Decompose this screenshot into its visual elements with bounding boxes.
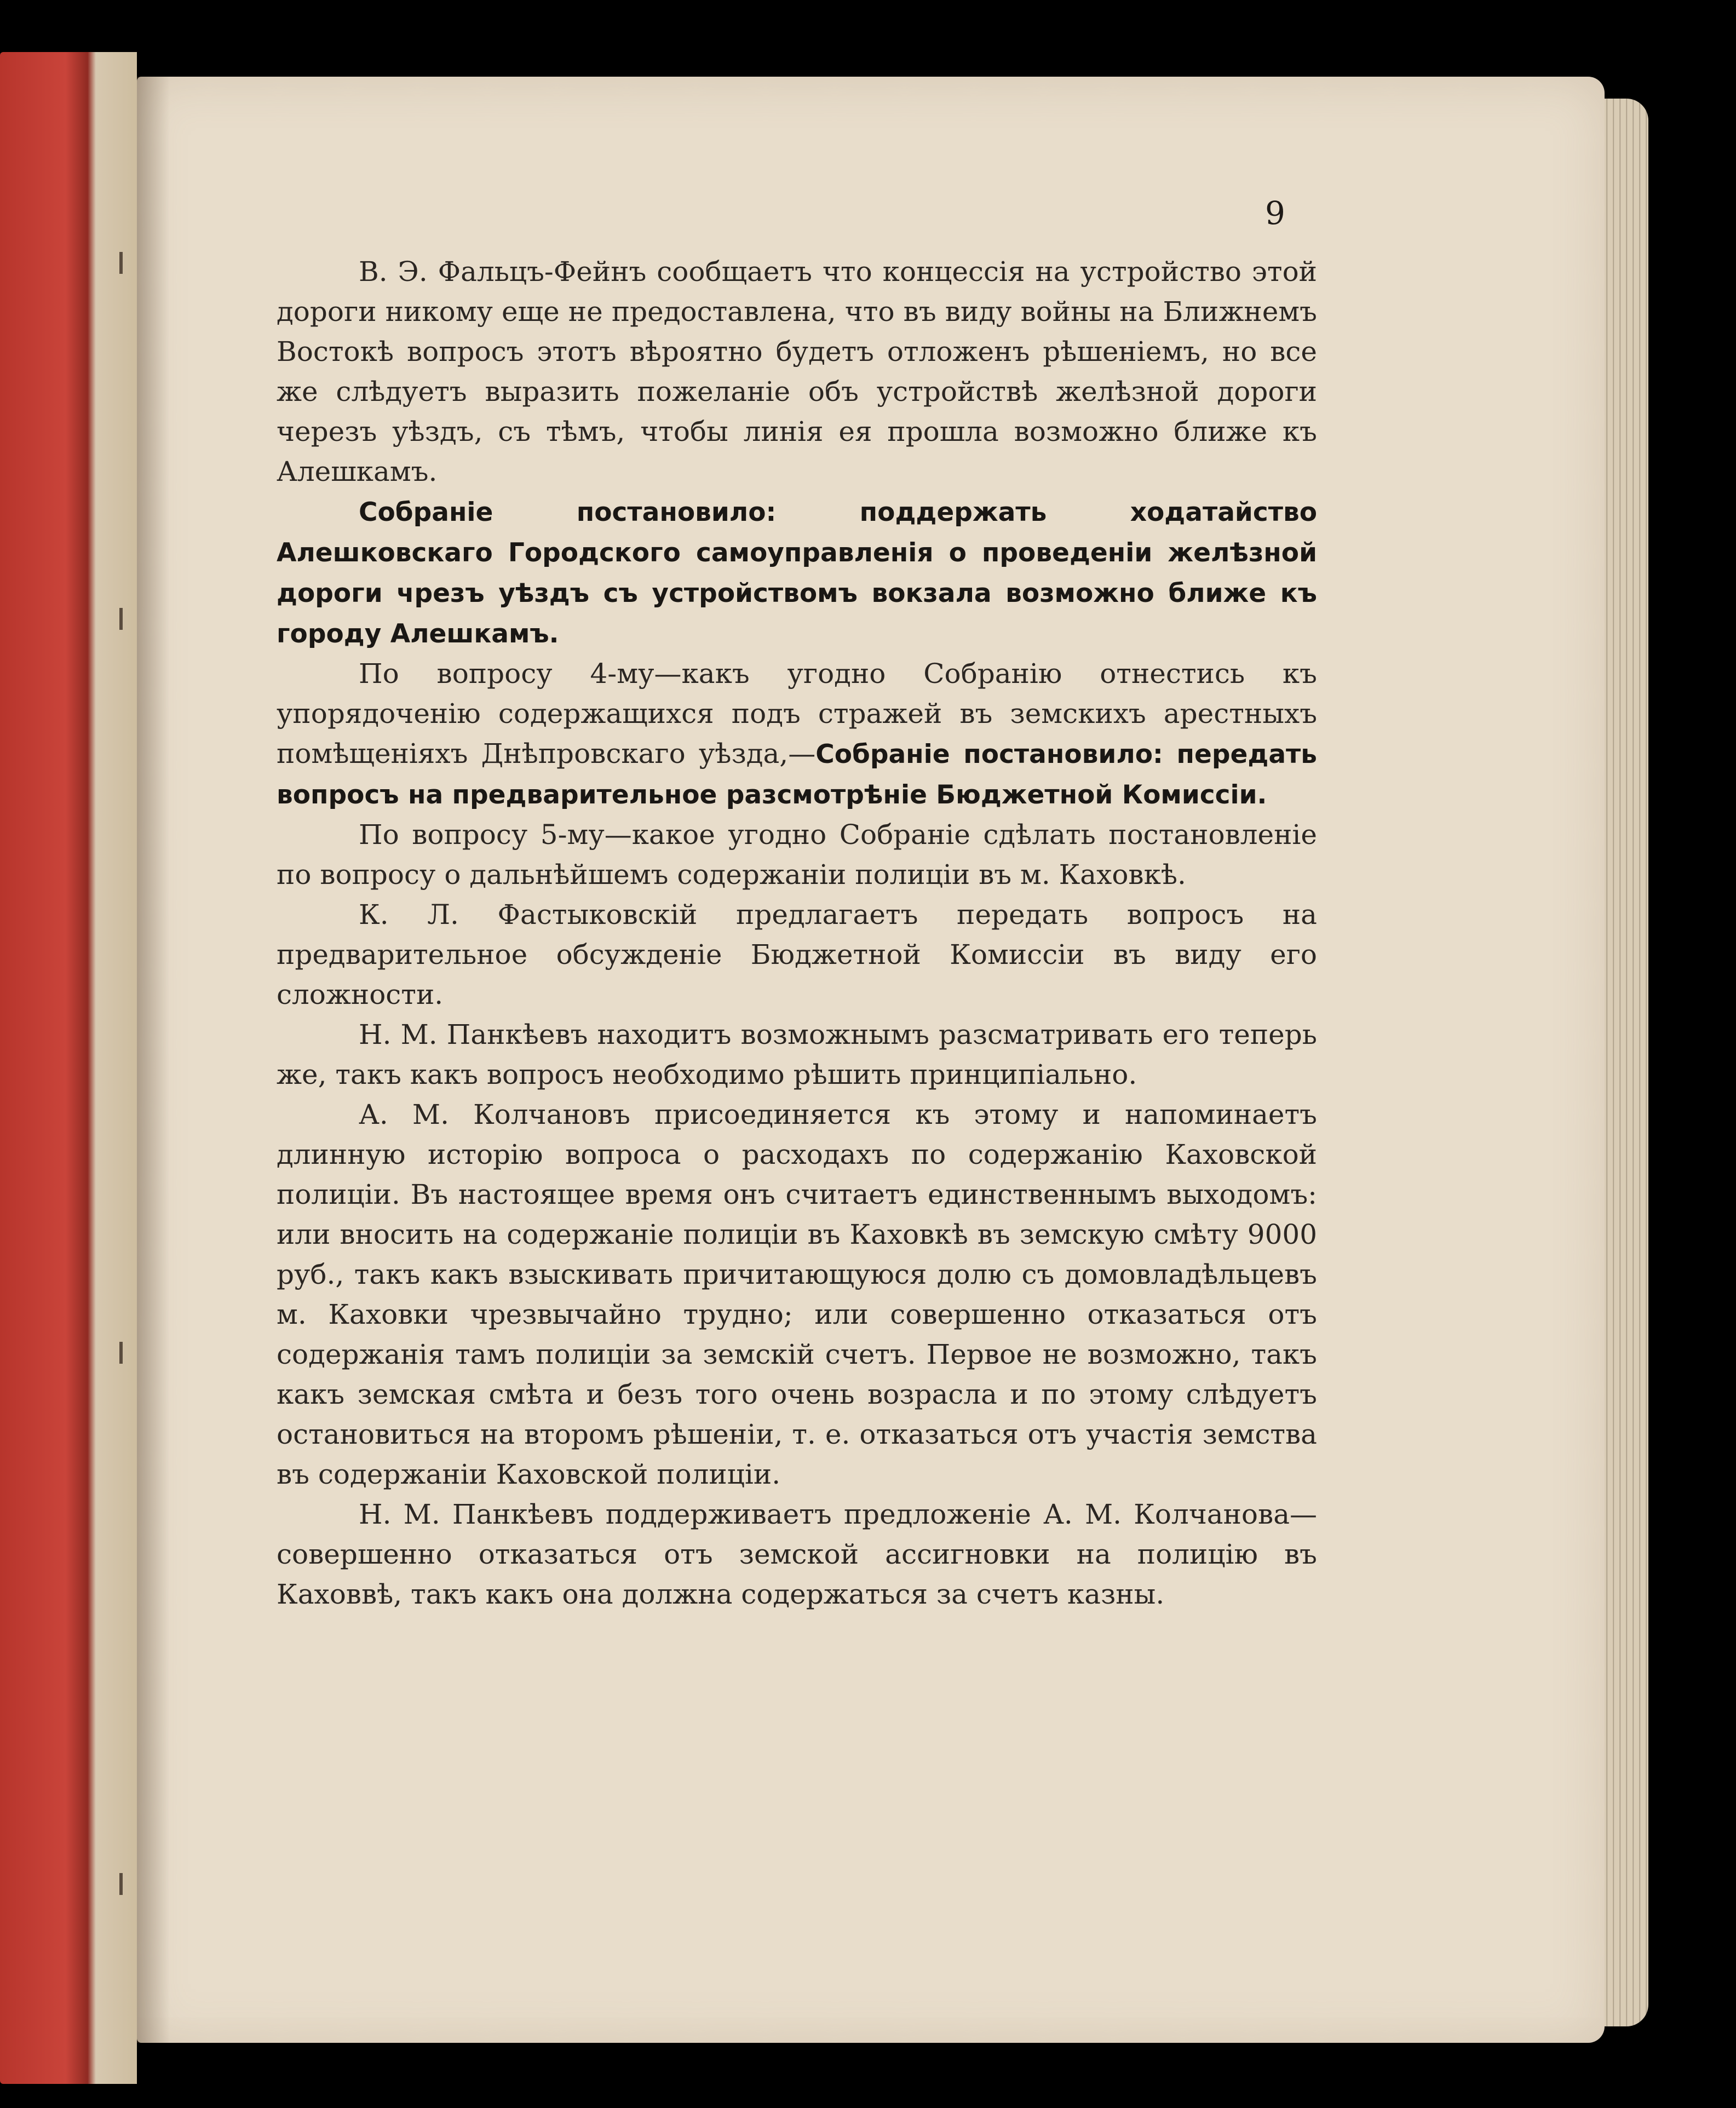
paragraph [277,815,1317,895]
paragraph [277,895,1317,1015]
document-body [277,252,1317,1615]
paragraph [277,654,1317,815]
paragraph [277,492,1317,654]
left-page-edge [0,52,137,2084]
binding-thread [119,1342,123,1364]
resolution-text: Собраніе постановило: передать вопросъ на предварительное разсмотрѣніе Бюджетной Комиссіи. [277,739,1317,810]
paragraph [277,1495,1317,1615]
paragraph [277,252,1317,492]
paragraph-text: А. М. Колчановъ присоединяется къ этому и напоминаетъ длинную исторію вопроса о расходахъ по содержанію Каховской полиціи. Въ настоящее время онъ считаетъ единственнымъ выходомъ: или вносить на содержаніе полиціи въ Каховкѣ въ земскую смѣту 9000 руб., такъ какъ взыскивать причитающуюся долю съ домовладѣльцевъ м. Каховки чрезвычайно трудно; или совершенно отказаться отъ содержанія тамъ полиціи за земскій счетъ. Первое не возможно, такъ какъ земская смѣта и безъ того очень возрасла и по этому слѣдуетъ остановиться на второмъ рѣшеніи, т. е. отказаться отъ участія земства въ содержаніи Каховской полиціи. [277,1099,1317,1490]
binding-thread [119,1873,123,1895]
paragraph-text: В. Э. Фальцъ-Фейнъ сообщаетъ что концессія на устройство этой дороги никому еще не предоставлена, что въ виду войны на Ближнемъ Востокѣ вопросъ этотъ вѣроятно будетъ отложенъ рѣшеніемъ, но все же слѣдуетъ выразить пожеланіе объ устройствѣ желѣзной дороги черезъ уѣздъ, съ тѣмъ, чтобы линія ея прошла возможно ближе къ Алешкамъ. [277,256,1317,487]
binding-thread [119,608,123,630]
paragraph [277,1015,1317,1095]
paragraph-text: Н. М. Панкѣевъ поддерживаетъ предложеніе А. М. Колчанова—совершенно отказаться отъ земской ассигновки на полицію въ Каховвѣ, такъ какъ она должна содержаться за счетъ казны. [277,1498,1317,1610]
paragraph-text: По вопросу 4-му—какъ угодно Собранію отнестись къ упорядоченію содержащихся подъ стражей въ земскихъ арестныхъ помѣщеніяхъ Днѣпровскаго уѣзда,— [277,658,1317,769]
paragraph [277,1095,1317,1495]
paragraph-text: К. Л. Фастыковскій предлагаетъ передать вопросъ на предварительное обсужденіе Бюджетной Комиссіи въ виду его сложности. [277,899,1317,1010]
page-gutter [137,77,170,2043]
paragraph-text: Н. М. Панкѣевъ находитъ возможнымъ разсматривать его теперь же, такъ какъ вопросъ необходимо рѣшить принципіально. [277,1019,1317,1090]
binding-thread [119,252,123,274]
resolution-text: Собраніе постановило: поддержать ходатайство Алешковскаго Городского самоуправленія о проведеніи желѣзной дороги чрезъ уѣздъ съ устройствомъ вокзала возможно ближе къ городу Алешкамъ. [277,497,1317,649]
paragraph-text: По вопросу 5-му—какое угодно Собраніе сдѣлать постановленіе по вопросу о дальнѣйшемъ содержаніи полиціи въ м. Каховкѣ. [277,819,1317,891]
page-number: 9 [1265,194,1285,232]
